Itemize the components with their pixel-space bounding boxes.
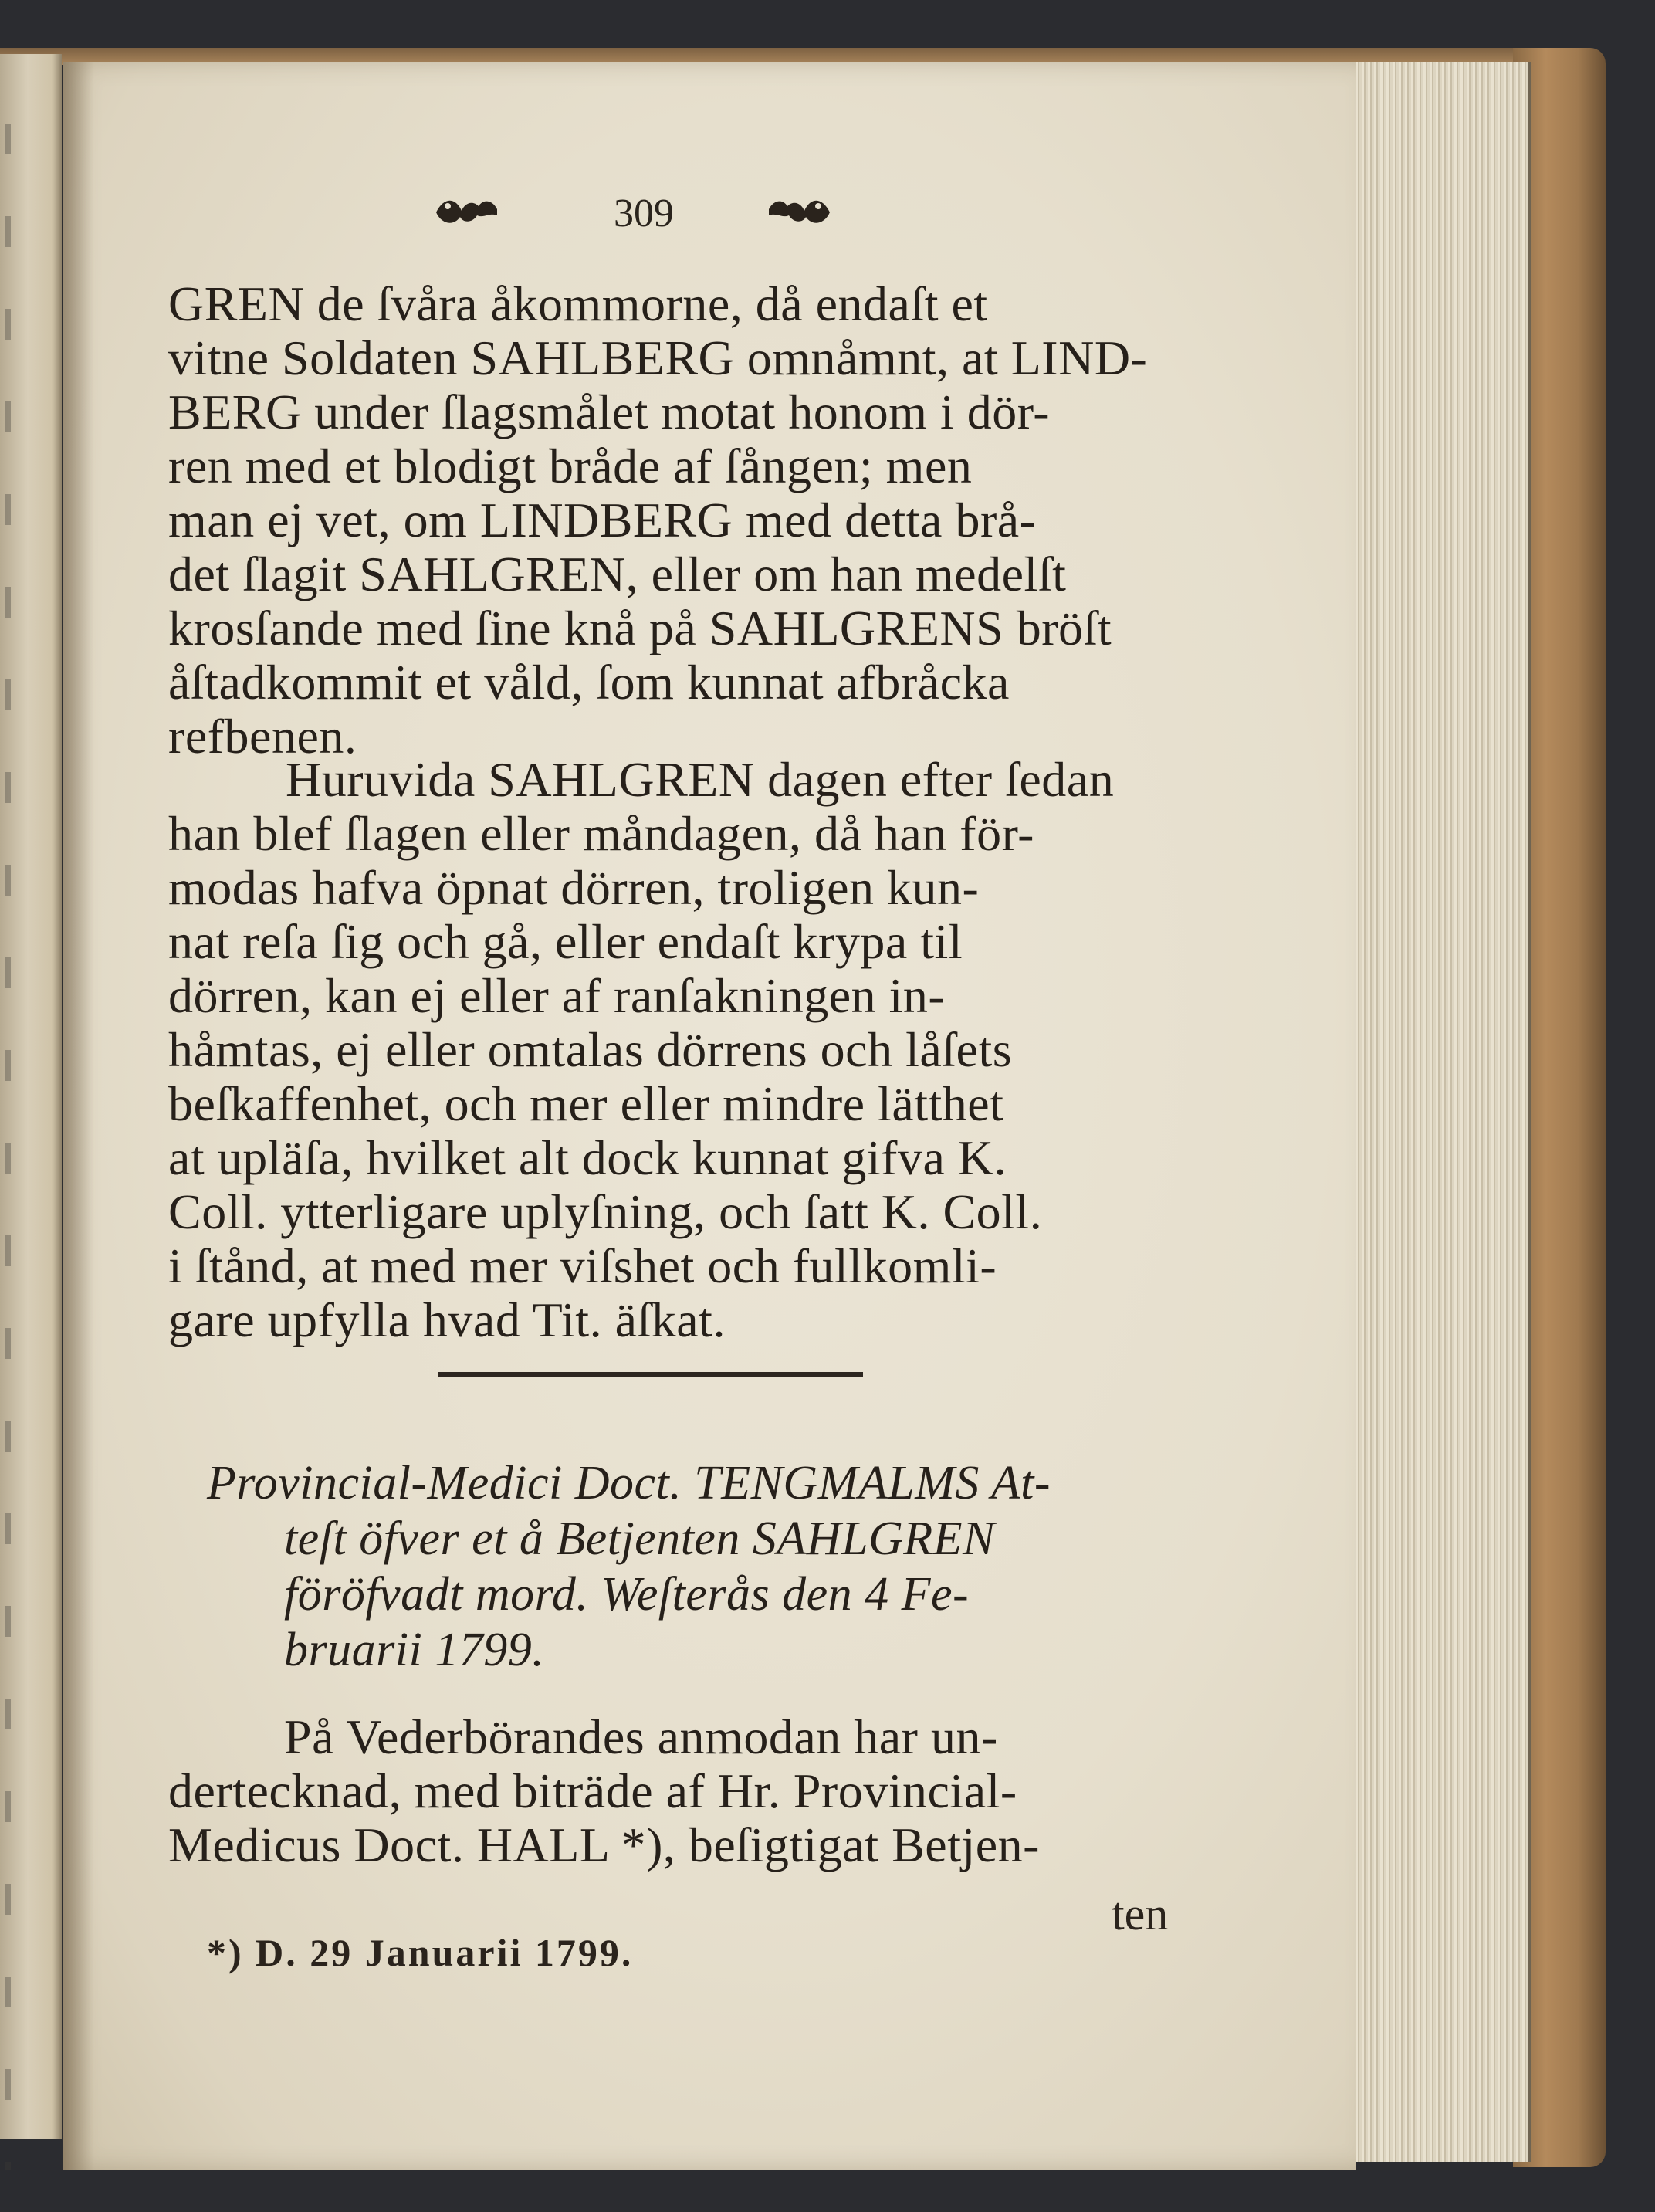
running-header	[432, 181, 911, 251]
text-line: det ſlagit SAHLGREN, eller om han medelſt	[168, 547, 1067, 601]
text-line: krosſande med ſine knå på SAHLGRENS bröſt	[168, 601, 1112, 655]
text-line: i ſtånd, at med mer viſshet och fullkomli-	[168, 1238, 997, 1293]
heading-line: föröfvadt mord. Weſterås den 4 Fe-	[284, 1568, 970, 1621]
footnote: *) D. 29 Januarii 1799.	[207, 1931, 634, 1974]
text-line: GREN de ſvåra åkommorne, då endaſt et	[168, 276, 988, 331]
heading-line: Provincial-Medici Doct. TENGMALMS At-	[207, 1457, 1051, 1509]
section-rule	[438, 1372, 863, 1377]
text-line: refbenen.	[168, 709, 357, 764]
text-line: man ej vet, om LINDBERG med detta brå-	[168, 493, 1037, 547]
heading-line: bruarii 1799.	[284, 1624, 545, 1676]
text-line: vitne Soldaten SAHLBERG omnåmnt, at LIND-	[168, 330, 1148, 385]
fleuron-left-icon	[432, 189, 502, 235]
text-line: Coll. ytterligare uplyſning, och ſatt K. Coll.	[168, 1184, 1043, 1239]
text-line: beſkaffenhet, och mer eller mindre lätthet	[168, 1076, 1004, 1131]
text-line: gare upfylla hvad Tit. äſkat.	[168, 1292, 726, 1347]
text-line: han blef ſlagen eller måndagen, då han för-	[168, 806, 1034, 861]
page-number: 309	[614, 191, 674, 235]
text-line: håmtas, ej eller omtalas dörrens och låſets	[168, 1022, 1013, 1077]
text-line: modas hafva öpnat dörren, troligen kun-	[168, 860, 980, 915]
text-line: Medicus Doct. HALL *), beſigtigat Betjen-	[168, 1817, 1040, 1872]
catchword: ten	[1112, 1888, 1169, 1939]
text-line: nat reſa ſig och gå, eller endaſt krypa til	[168, 914, 963, 969]
heading-line: teſt öfver et å Betjenten SAHLGREN	[284, 1512, 995, 1565]
text-line: dertecknad, med biträde af Hr. Provincial-	[168, 1763, 1017, 1818]
text-line: ren med et blodigt bråde af ſången; men	[168, 439, 973, 493]
left-page-edge	[0, 54, 62, 2139]
text-line: BERG under ſlagsmålet motat honom i dör-	[168, 384, 1051, 439]
fleuron-right-icon	[764, 189, 834, 235]
page-fore-edge	[1343, 62, 1531, 2162]
gutter-shadow	[63, 62, 94, 2170]
text-line: dörren, kan ej eller af ranſakningen in-	[168, 968, 946, 1023]
text-line: åſtadkommit et våld, ſom kunnat afbråcka	[168, 655, 1010, 710]
text-line: Huruvida SAHLGREN dagen efter ſedan	[286, 752, 1115, 807]
text-line: at upläſa, hvilket alt dock kunnat gifva K.	[168, 1130, 1007, 1185]
text-line: På Vederbörandes anmodan har un-	[284, 1709, 998, 1764]
